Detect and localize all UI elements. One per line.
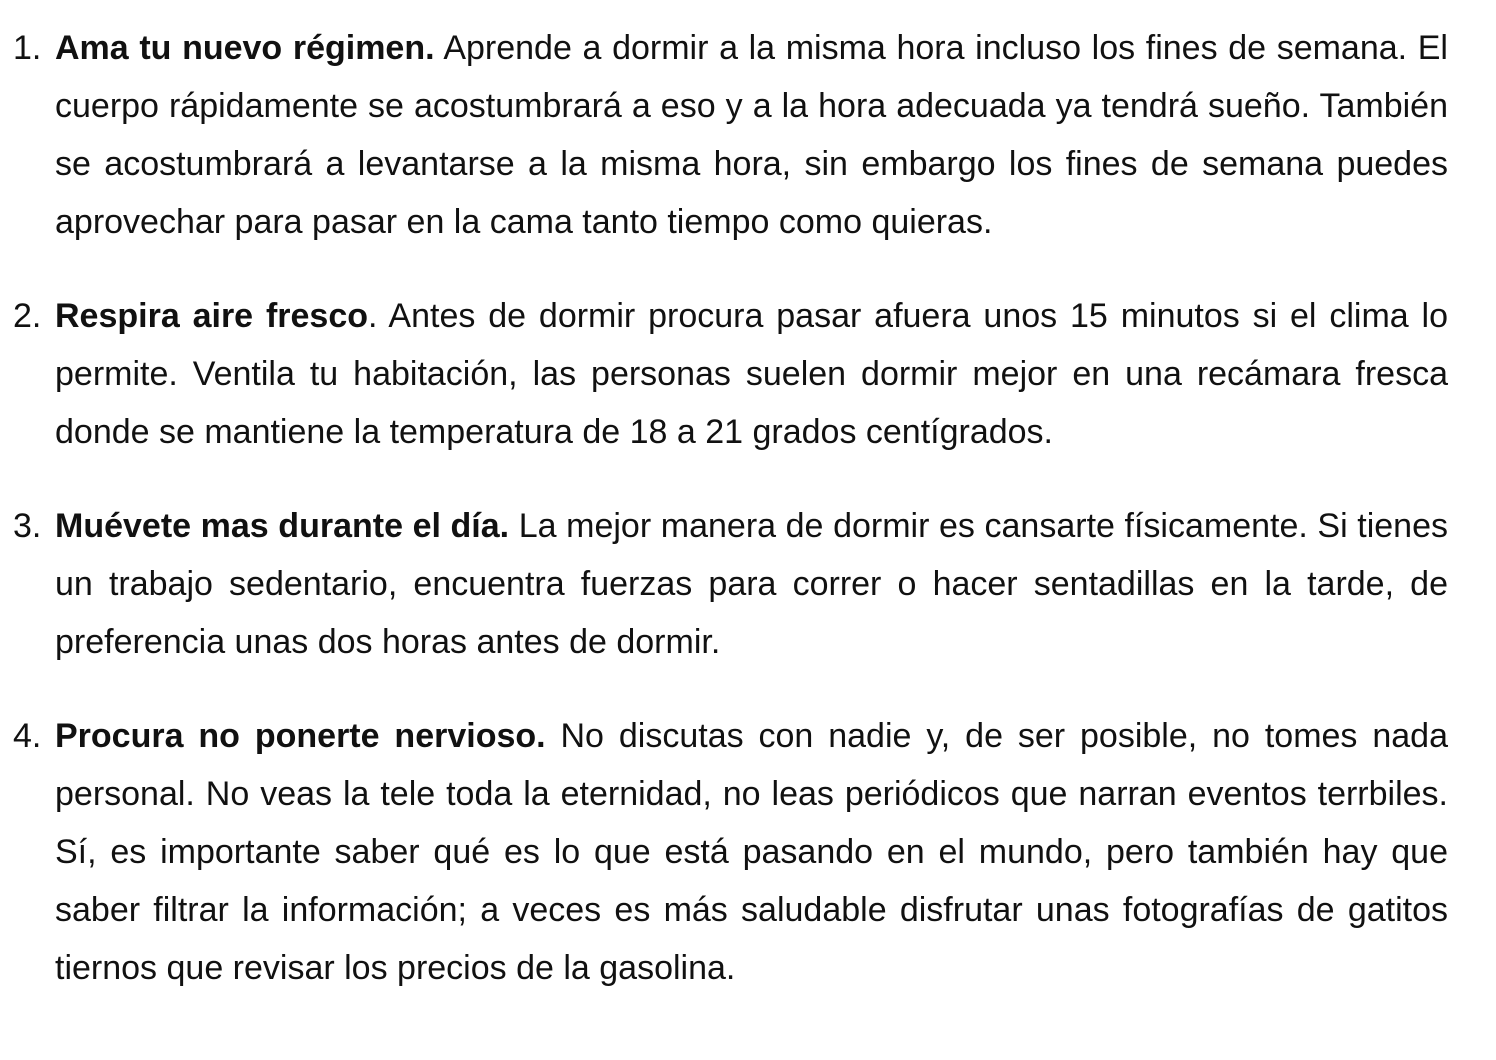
tip-heading: Respira aire fresco bbox=[55, 297, 368, 335]
tip-number: 4. bbox=[13, 717, 42, 755]
tip-body: . Antes de dormir procura pasar afuera unos 15 minutos si el clima lo permite. Ventila tu habitación, las personas suelen dormir mejor en una recámara fresca donde se mantiene la temperatura de 18 a 21 grados centígrados. bbox=[55, 297, 1448, 451]
tip-number: 3. bbox=[13, 507, 42, 545]
tip-body: No discutas con nadie y, de ser posible, no tomes nada personal. No veas la tele toda la eternidad, no leas periódicos que narran eventos terrbiles. Sí, es importante saber qué es lo que está pasando en el mundo, pero también hay que saber filtrar la información; a veces es más saludable disfrutar unas fotografías de gatitos tiernos que revisar los precios de la gasolina. bbox=[55, 717, 1448, 987]
tip-number: 1. bbox=[13, 29, 42, 67]
list-item bbox=[13, 19, 1448, 251]
list-item bbox=[13, 287, 1448, 461]
tip-number: 2. bbox=[13, 297, 42, 335]
tip-heading: Procura no ponerte nervioso. bbox=[55, 717, 546, 755]
list-item bbox=[13, 707, 1448, 997]
tip-body: La mejor manera de dormir es cansarte físicamente. Si tienes un trabajo sedentario, encuentra fuerzas para correr o hacer sentadillas en la tarde, de preferencia unas dos horas antes de dormir. bbox=[55, 507, 1448, 661]
list-item bbox=[13, 497, 1448, 671]
tip-heading: Muévete mas durante el día. bbox=[55, 507, 510, 545]
tip-heading: Ama tu nuevo régimen. bbox=[55, 29, 435, 67]
tip-body: Aprende a dormir a la misma hora incluso los fines de semana. El cuerpo rápidamente se acostumbrará a eso y a la hora adecuada ya tendrá sueño. También se acostumbrará a levantarse a la misma hora, sin embargo los fines de semana puedes aprovechar para pasar en la cama tanto tiempo como quieras. bbox=[55, 29, 1448, 241]
